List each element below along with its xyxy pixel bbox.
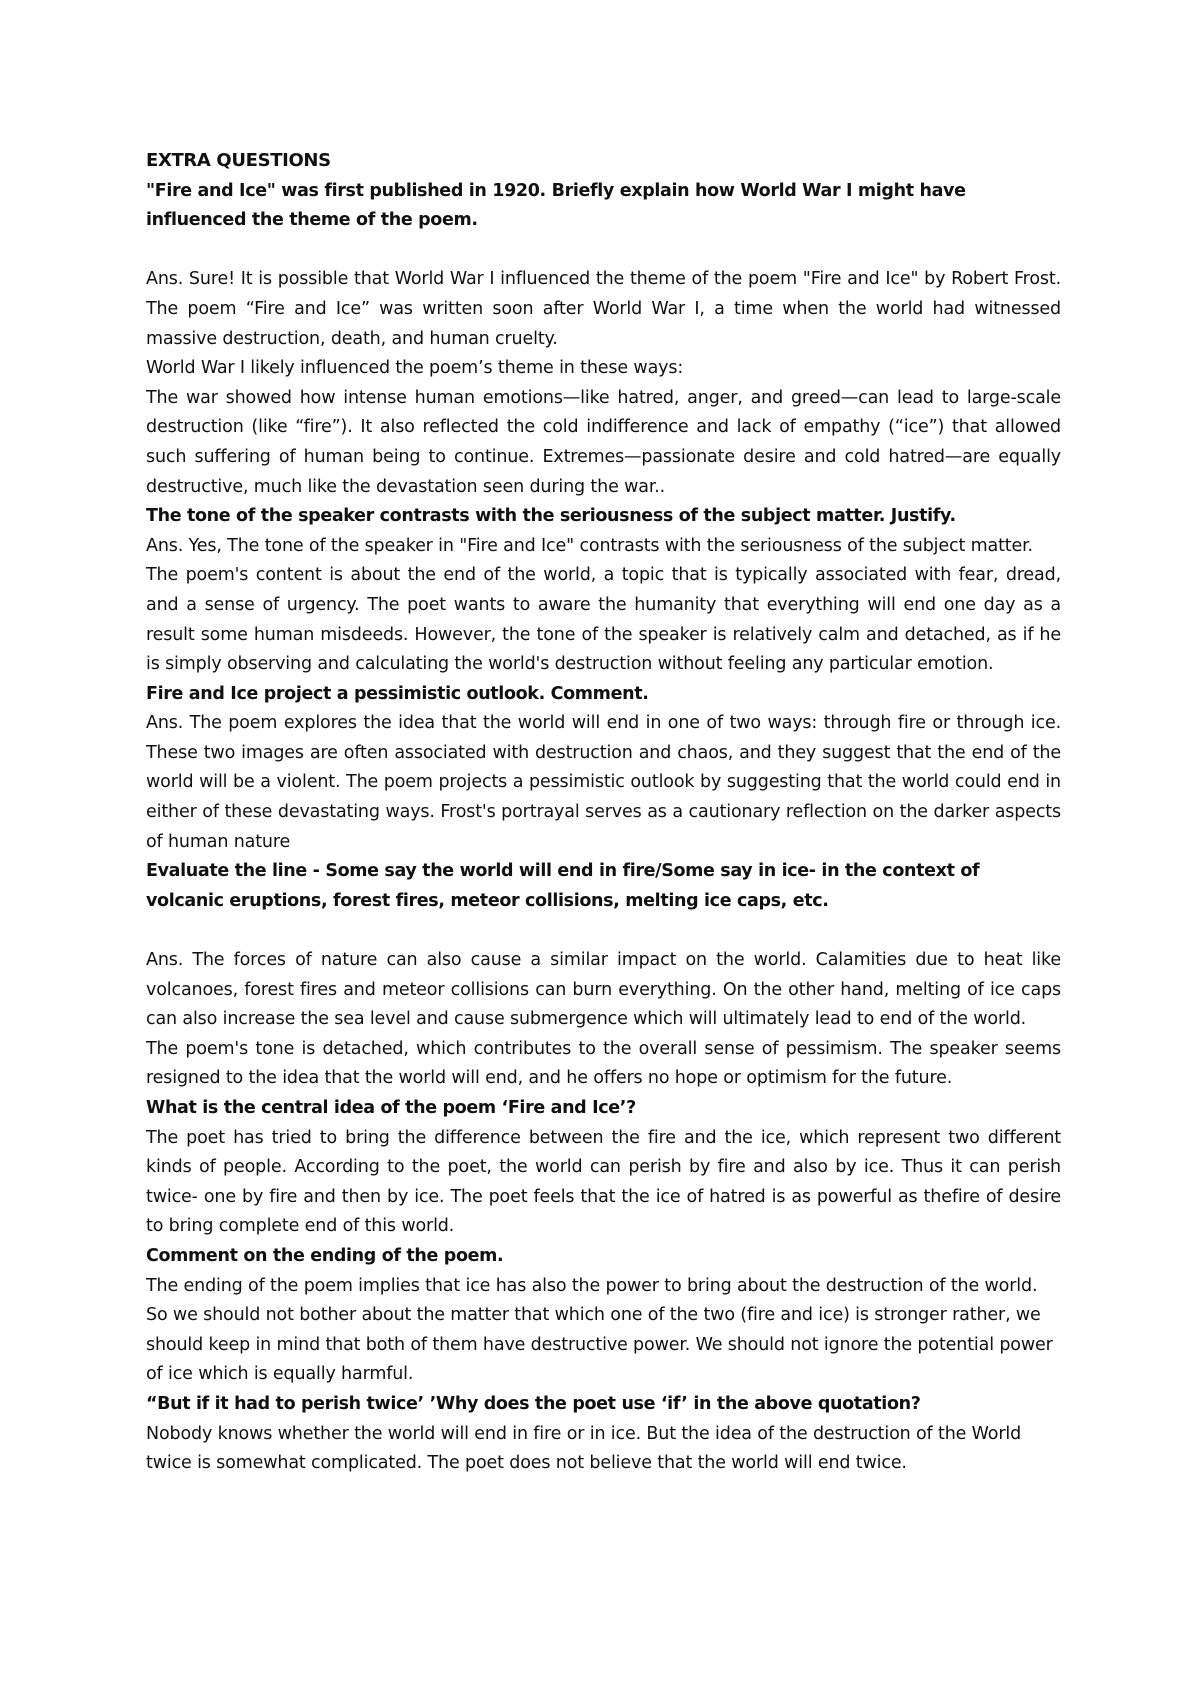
answer-1-paragraph-3: The war showed how intense human emotions—like hatred, anger, and greed—can lead to large-scale destruction (like “fire”). It also reflected the cold indifference and lack of empathy (“ice”) that allowed such suffering of human being to continue. Extremes—passionate desire and cold hatred—are equally destructive, much like the devastation seen during the war..	[146, 387, 1061, 497]
question-1: "Fire and Ice" was first published in 1920. Briefly explain how World War I might have influenced the theme of the poem.	[146, 180, 966, 231]
question-5: What is the central idea of the poem ‘Fire and Ice’?	[146, 1098, 636, 1118]
answer-4-paragraph-1: Ans. The forces of nature can also cause a similar impact on the world. Calamities due to heat like volcanoes, forest fires and meteor collisions can burn everything. On the other hand, melting of ice caps can also increase the sea level and cause submergence which will ultimately lead to end of the world.	[146, 950, 1061, 1030]
blank-line	[146, 236, 1061, 266]
answer-5-paragraph-1: The poet has tried to bring the difference between the fire and the ice, which represent two different kinds of people. According to the poet, the world can perish by fire and also by ice. Thus it can perish twice- one by fire and then by ice. The poet feels that the ice of hatred is as powerful as thefire of desire to bring complete end of this world.	[146, 1127, 1061, 1237]
blank-line	[146, 916, 1061, 946]
question-3: Fire and Ice project a pessimistic outlook. Comment.	[146, 683, 649, 704]
answer-1-paragraph-1: Ans. Sure! It is possible that World War I influenced the theme of the poem "Fire and Ice" by Robert Frost. The poem “Fire and Ice” was written soon after World War I, a time when the world had witnessed massive destruction, death, and human cruelty.	[146, 269, 1061, 349]
answer-4-paragraph-2: The poem's tone is detached, which contributes to the overall sense of pessimism. The speaker seems resigned to the idea that the world will end, and he offers no hope or optimism for the future.	[146, 1038, 1061, 1089]
question-7: “But if it had to perish twice’ ’Why does the poet use ‘if’ in the above quotation?	[146, 1393, 921, 1414]
document-page	[146, 146, 1061, 1479]
answer-6-paragraph-1: The ending of the poem implies that ice has also the power to bring about the destruction of the world. So we should not bother about the matter that which one of the two (fire and ice) is stronger rather, we should keep in mind that both of them have destructive power. We should not ignore the potential power of ice which is equally harmful.	[146, 1275, 1053, 1385]
answer-7-paragraph-1: Nobody knows whether the world will end in fire or in ice. But the idea of the destruction of the World twice is somewhat complicated. The poet does not believe that the world will end twice.	[146, 1423, 1022, 1474]
answer-1-paragraph-2: World War I likely influenced the poem’s theme in these ways:	[146, 358, 684, 379]
question-2: The tone of the speaker contrasts with the seriousness of the subject matter. Justify.	[146, 506, 956, 527]
question-6: Comment on the ending of the poem.	[146, 1245, 504, 1266]
page-heading: EXTRA QUESTIONS	[146, 150, 331, 171]
answer-2-paragraph-1: Ans. Yes, The tone of the speaker in "Fire and Ice" contrasts with the seriousness of the subject matter.	[146, 535, 1033, 556]
answer-2-paragraph-2: The poem's content is about the end of the world, a topic that is typically associated with fear, dread, and a sense of urgency. The poet wants to aware the humanity that everything will end one day as a result some human misdeeds. However, the tone of the speaker is relatively calm and detached, as if he is simply observing and calculating the world's destruction without feeling any particular emotion.	[146, 565, 1061, 675]
question-4: Evaluate the line - Some say the world will end in fire/Some say in ice- in the context of volcanic eruptions, forest fires, meteor collisions, melting ice caps, etc.	[146, 861, 980, 911]
answer-3-paragraph-1: Ans. The poem explores the idea that the world will end in one of two ways: through fire or through ice. These two images are often associated with destruction and chaos, and they suggest that the end of the world will be a violent. The poem projects a pessimistic outlook by suggesting that the world could end in either of these devastating ways. Frost's portrayal serves as a cautionary reflection on the darker aspects of human nature	[146, 713, 1061, 852]
